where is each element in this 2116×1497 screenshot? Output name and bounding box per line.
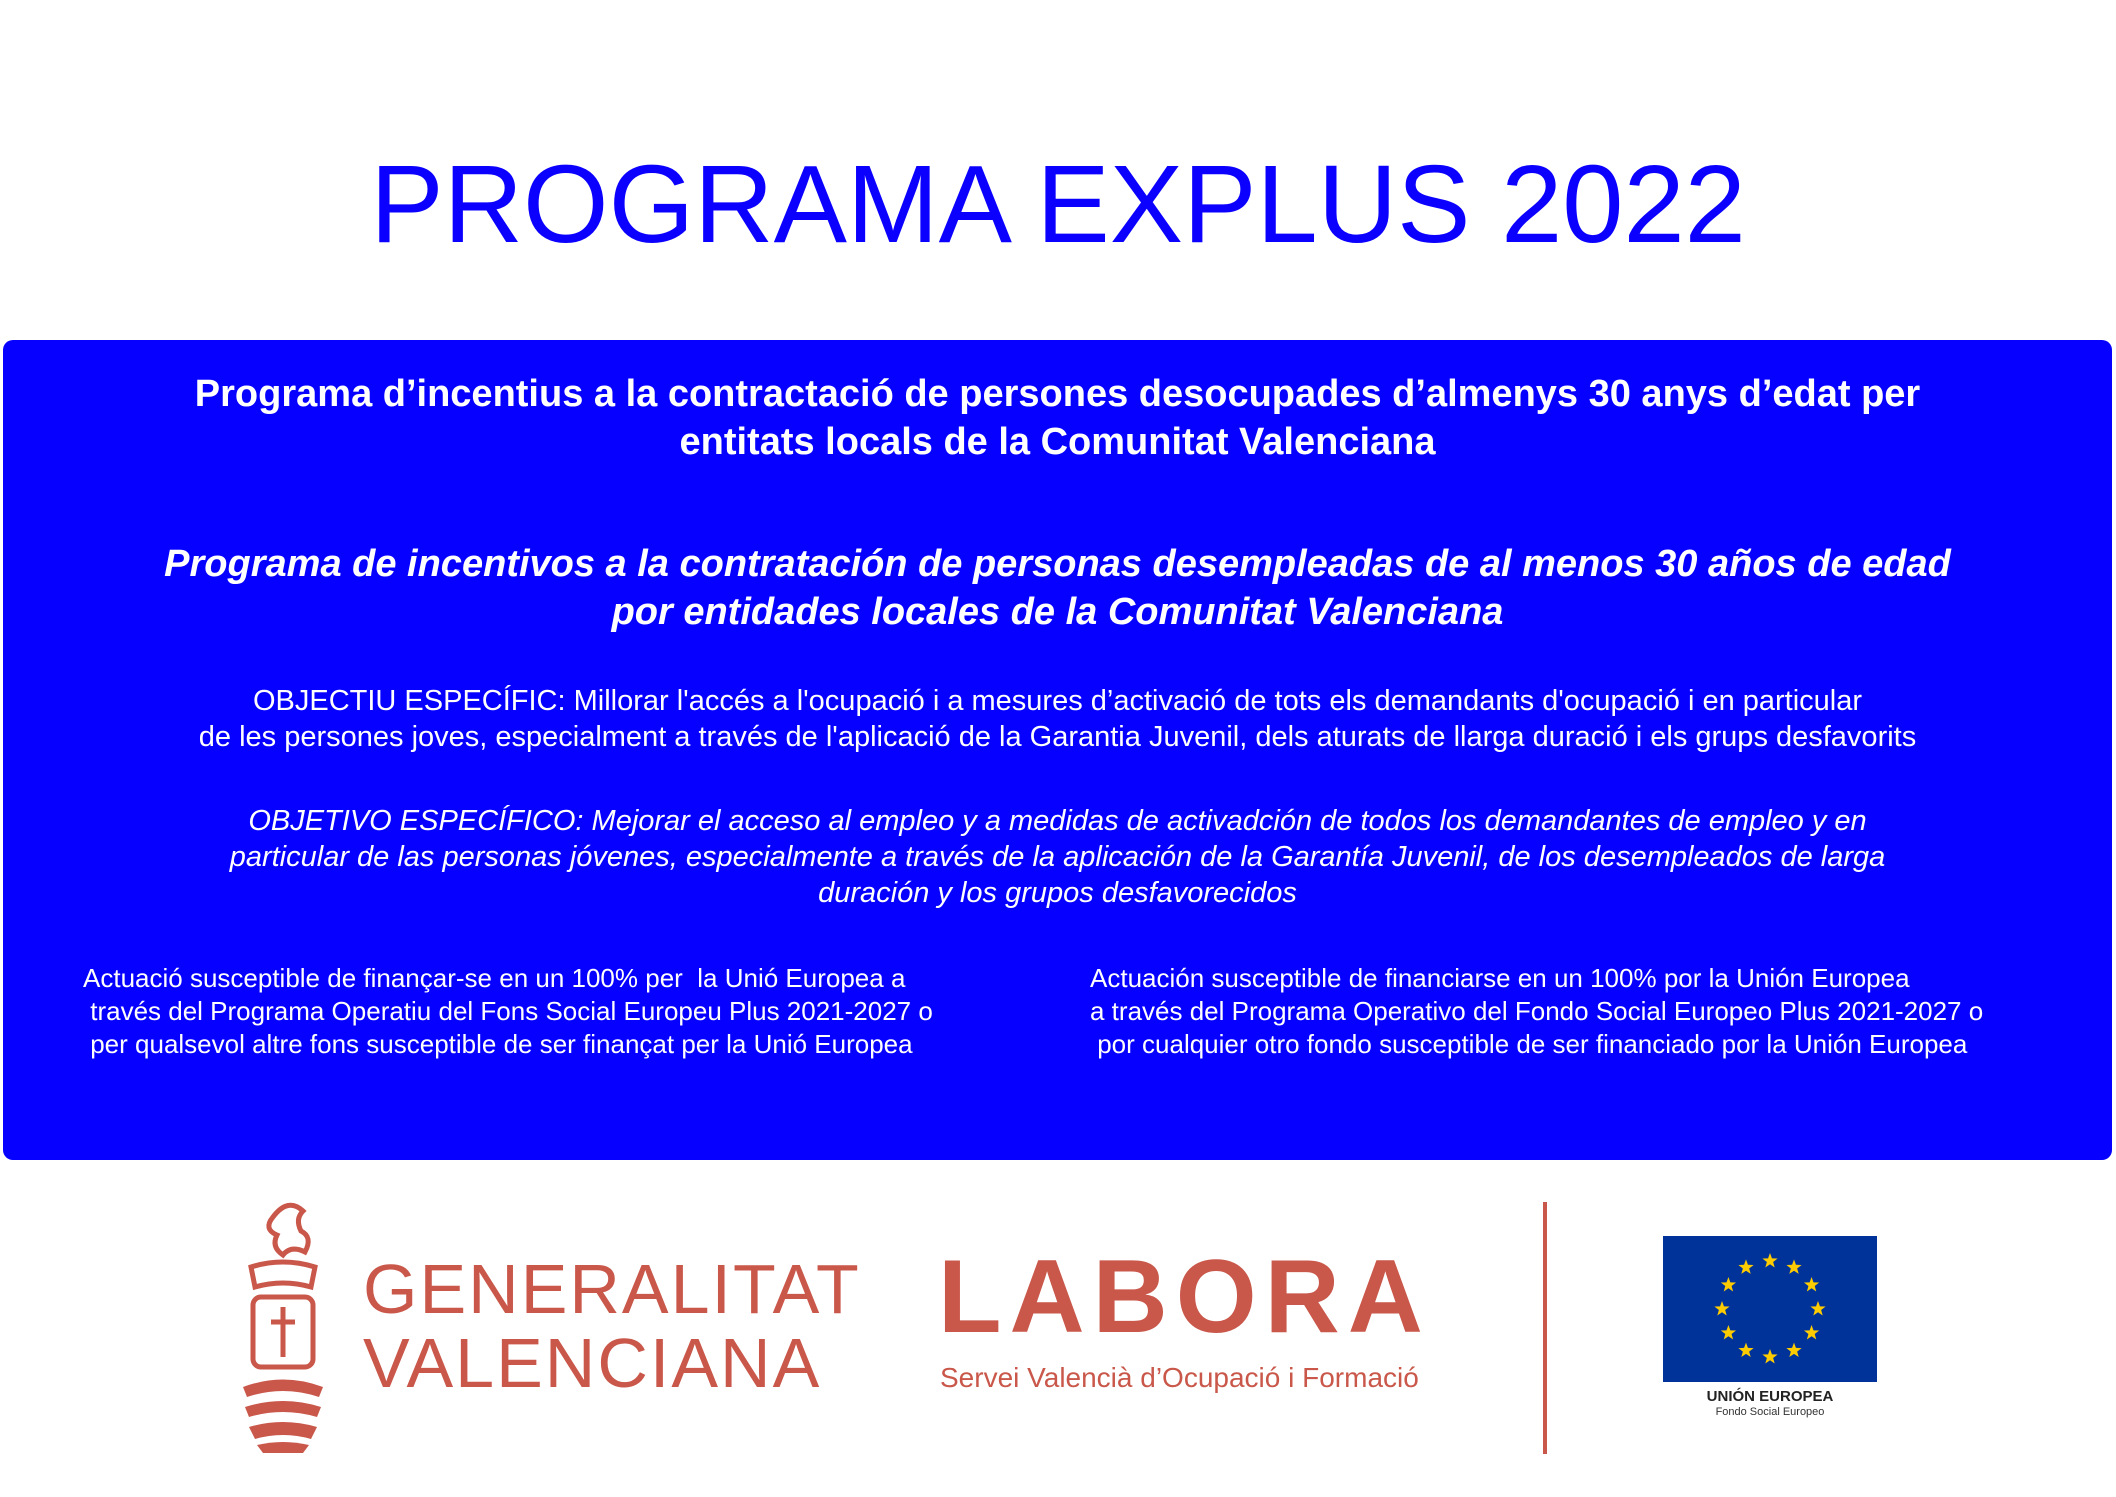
objective-valencian	[3, 683, 2112, 755]
eu-fund-label: Fondo Social Europeo	[1715, 1406, 1825, 1418]
generalitat-coat-of-arms-icon	[233, 1197, 333, 1453]
info-panel	[3, 340, 2112, 1160]
logo-bar	[0, 1190, 2116, 1490]
funding-note-spanish	[1090, 962, 1983, 1061]
objective-valencian-line: de les persones joves, especialment a través de l'aplicació de la Garantia Juvenil, dels aturats de llarga duració i els grups desfavorits	[198, 721, 1917, 753]
funding-note-valencian	[83, 962, 933, 1061]
eu-label: UNIÓN EUROPEA	[1706, 1388, 1834, 1405]
heading-spanish	[3, 540, 2112, 636]
page-title: PROGRAMA EXPLUS 2022	[370, 143, 1746, 266]
funding-va-line: per qualsevol altre fons susceptible de ser finançat per la Unió Europea	[83, 1029, 913, 1059]
objective-spanish-line: OBJETIVO ESPECÍFICO: Mejorar el acceso al empleo y a medidas de activadción de todos los demandantes de empleo y en	[248, 805, 1867, 837]
objective-valencian-line: OBJECTIU ESPECÍFIC: Millorar l'accés a l'ocupació i a mesures d’activació de tots els demandants d'ocupació i en particular	[252, 685, 1863, 717]
heading-spanish-line: por entidades locales de la Comunitat Valenciana	[611, 591, 1504, 633]
generalitat-wordmark	[363, 1252, 861, 1400]
funding-va-line: través del Programa Operatiu del Fons Social Europeu Plus 2021-2027 o	[83, 996, 933, 1026]
labora-subtitle: Servei Valencià d’Ocupació i Formació	[940, 1362, 1419, 1393]
logo-divider	[1543, 1202, 1547, 1454]
heading-valencian-line: entitats locals de la Comunitat Valenciana	[679, 421, 1436, 463]
funding-es-line: Actuación susceptible de financiarse en un 100% por la Unión Europea	[1090, 963, 1910, 993]
eu-flag-icon	[1663, 1236, 1877, 1382]
funding-es-line: por cualquier otro fondo susceptible de ser financiado por la Unión Europea	[1090, 1029, 1968, 1059]
funding-es-line: a través del Programa Operativo del Fondo Social Europeo Plus 2021-2027 o	[1090, 996, 1984, 1026]
objective-spanish-line: particular de las personas jóvenes, especialmente a través de la aplicación de la Garantía Juvenil, de los desempleados de larga	[229, 841, 1886, 873]
heading-spanish-line: Programa de incentivos a la contratación de personas desempleadas de al menos 30 años de edad	[164, 543, 1951, 585]
objective-spanish	[3, 803, 2112, 911]
gva-line: GENERALITAT	[363, 1250, 861, 1328]
funding-va-line: Actuació susceptible de finançar-se en un 100% per la Unió Europea a	[83, 963, 906, 993]
objective-spanish-line: duración y los grupos desfavorecidos	[818, 877, 1297, 909]
heading-valencian-line: Programa d’incentius a la contractació de persones desocupades d’almenys 30 anys d’edat per	[194, 373, 1921, 415]
labora-wordmark: LABORA	[938, 1239, 1431, 1355]
gva-line: VALENCIANA	[363, 1324, 822, 1402]
heading-valencian	[3, 370, 2112, 466]
